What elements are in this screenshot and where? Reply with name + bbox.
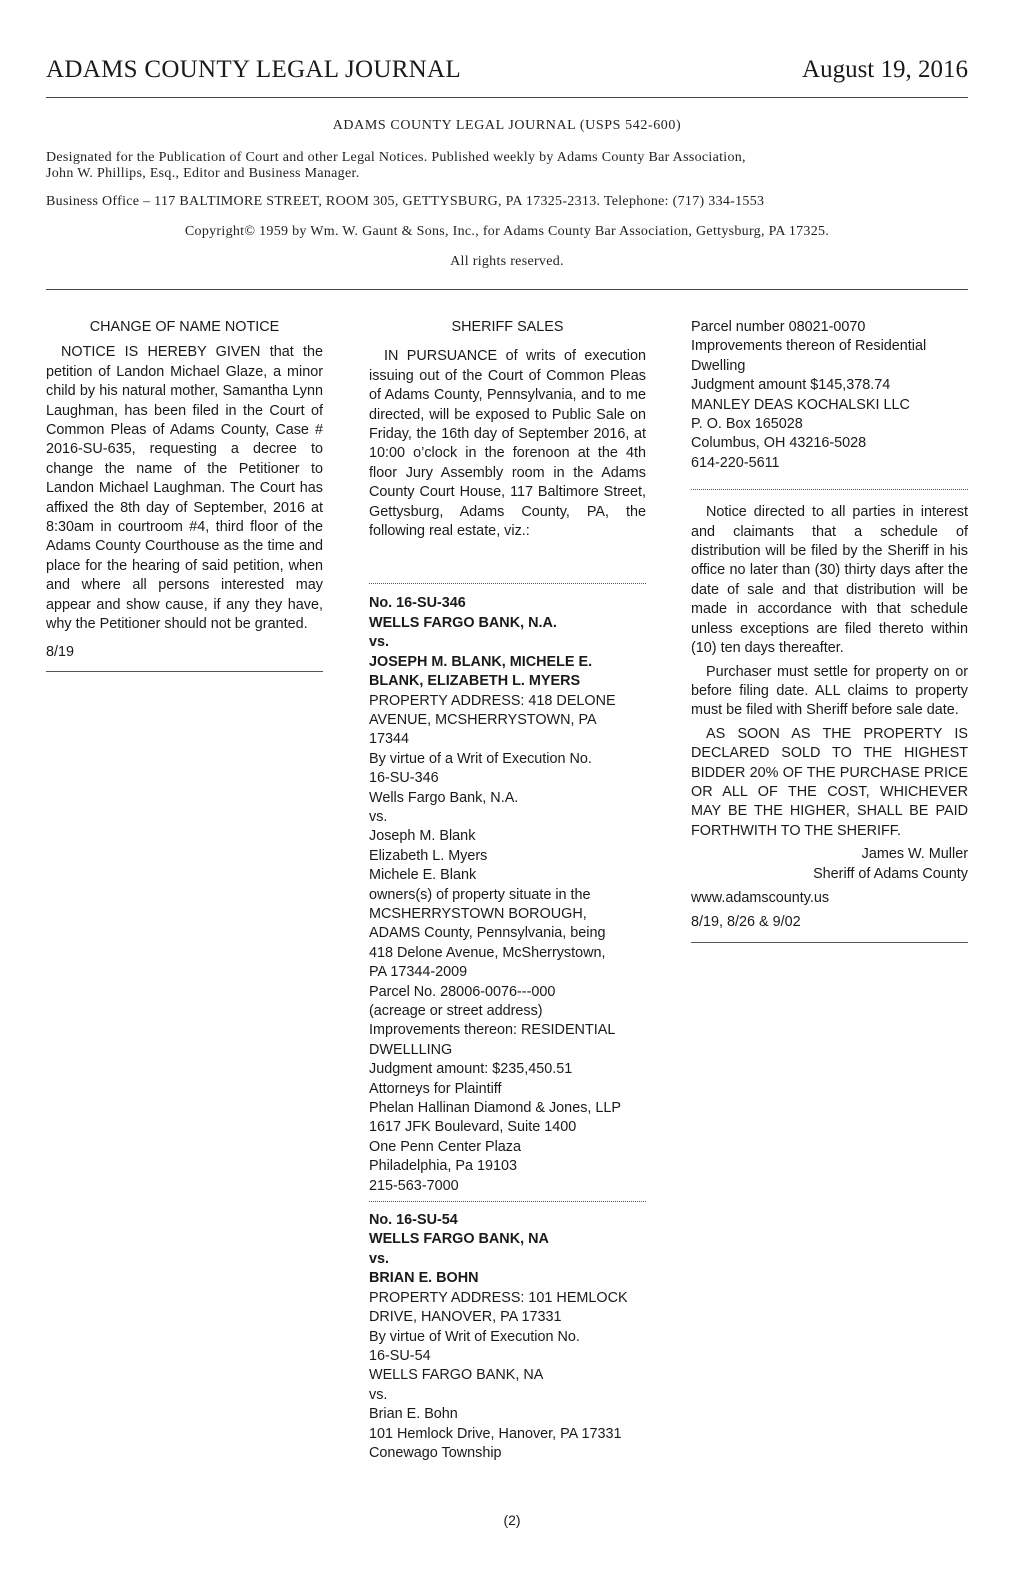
case-line: Judgment amount $145,378.74 xyxy=(691,377,891,394)
name-change-date: 8/19 xyxy=(46,643,75,660)
case-bold-line: vs. xyxy=(369,1250,390,1267)
case-line: Judgment amount: $235,450.51 xyxy=(369,1061,573,1078)
case-bold-line: No. 16-SU-54 xyxy=(369,1212,458,1229)
publication-dates: 8/19, 8/26 & 9/02 xyxy=(691,914,801,931)
case-line: Dwelling xyxy=(691,357,746,374)
column-1 xyxy=(46,318,323,672)
case-line: Parcel number 08021-0070 xyxy=(691,319,866,335)
case-line: AVENUE, MCSHERRYSTOWN, PA xyxy=(369,711,597,728)
case-line: MANLEY DEAS KOCHALSKI LLC xyxy=(691,396,910,413)
masthead-designation-line2: John W. Phillips, Esq., Editor and Business Manager. xyxy=(46,166,360,181)
case-line: 215-563-7000 xyxy=(369,1177,459,1194)
masthead-copyright: Copyright© 1959 by Wm. W. Gaunt & Sons, Inc., for Adams County Bar Association, Gettysburg, PA 17325. xyxy=(184,224,830,239)
case-line: Conewago Township xyxy=(369,1444,502,1461)
case-line: PROPERTY ADDRESS: 418 DELONE xyxy=(369,692,616,709)
sheriff-sales-intro: IN PURSUANCE of writs of execution issuing out of the Court of Common Pleas of Adams County, Pennsylvania, and to me directed, will be exposed to Public Sale on Friday, the 16th day of September 2016, at 10:00 o’clock in the forenoon at the 4th floor Jury Assembly room in the Adams County Court House, 117 Baltimore Street, Gettysburg, Adams County, PA, the following real estate, viz.: xyxy=(369,348,646,540)
masthead-rule xyxy=(46,289,968,290)
case-line: Attorneys for Plaintiff xyxy=(369,1080,502,1097)
page-number: (2) xyxy=(503,1512,521,1528)
case-line: Joseph M. Blank xyxy=(369,828,476,845)
case-line: By virtue of a Writ of Execution No. xyxy=(369,750,592,767)
case-bold-line: No. 16-SU-346 xyxy=(369,595,466,612)
case-line: Brian E. Bohn xyxy=(369,1406,458,1423)
case-line: 16-SU-54 xyxy=(369,1347,431,1364)
case-line: Elizabeth L. Myers xyxy=(369,847,488,864)
case-line: Philadelphia, Pa 19103 xyxy=(369,1158,518,1175)
case-bold-line: BRIAN E. BOHN xyxy=(369,1270,479,1287)
running-head xyxy=(46,56,968,88)
case-line: One Penn Center Plaza xyxy=(369,1138,521,1155)
case-line: PROPERTY ADDRESS: 101 HEMLOCK xyxy=(369,1289,628,1306)
journal-title: ADAMS COUNTY LEGAL JOURNAL xyxy=(46,56,461,83)
case-line: P. O. Box 165028 xyxy=(691,416,803,433)
case-separator xyxy=(369,583,646,584)
case-line: MCSHERRYSTOWN BOROUGH, xyxy=(369,905,587,922)
case-line: DWELLLING xyxy=(369,1041,453,1058)
case-bold-line: vs. xyxy=(369,634,390,651)
masthead-title: ADAMS COUNTY LEGAL JOURNAL (USPS 542-600) xyxy=(332,118,682,133)
case-line: WELLS FARGO BANK, NA xyxy=(369,1367,544,1384)
case-line: 16-SU-346 xyxy=(369,770,439,787)
case-line: By virtue of Writ of Execution No. xyxy=(369,1328,580,1345)
masthead-business-office: Business Office – 117 BALTIMORE STREET, ROOM 305, GETTYSBURG, PA 17325-2313. Telephone: (717) 334-1553 xyxy=(46,194,765,209)
case-line: ADAMS County, Pennsylvania, being xyxy=(369,925,606,942)
case-line: Improvements thereon: RESIDENTIAL xyxy=(369,1022,616,1039)
column-3 xyxy=(691,318,968,943)
case-line: vs. xyxy=(369,1386,388,1403)
distribution-notice: Notice directed to all parties in interest and claimants that a schedule of distribution will be filed by the Sheriff in his office no later than (30) thirty days after the date of sale and that distribution will be made in accordance with that schedule unless exceptions are filed thereto within (10) ten days thereafter. xyxy=(691,504,968,657)
column-1-end-rule xyxy=(46,671,323,672)
case-line: Improvements thereon of Residential xyxy=(691,338,927,355)
case-bold-line: WELLS FARGO BANK, NA xyxy=(369,1231,549,1248)
case-line: (acreage or street address) xyxy=(369,1003,543,1019)
case-line: Parcel No. 28006-0076---000 xyxy=(369,983,556,1000)
masthead-rights: All rights reserved. xyxy=(450,254,564,269)
case-line: Columbus, OH 43216-5028 xyxy=(691,435,867,452)
case-line: 17344 xyxy=(369,731,410,748)
case-16-su-346 xyxy=(369,594,646,1196)
case-line: vs. xyxy=(369,808,388,825)
case-line: owners(s) of property situate in the xyxy=(369,886,591,903)
signature-name: James W. Muller xyxy=(861,846,968,863)
issue-date: August 19, 2016 xyxy=(802,56,968,83)
name-change-body: NOTICE IS HEREBY GIVEN that the petition of Landon Michael Glaze, a minor child by his natural mother, Samantha Lynn Laughman, has been filed in the Court of Common Pleas of Adams County, Case # 2016-SU-635, requesting a decree to change the name of the Petitioner to Landon Michael Laughman. The Court has affixed the 8th day of September, 2016 at 8:30am in courtroom #4, third floor of the Adams County Courthouse as the time and place for the hearing of said petition, when and where all persons interested may appear and show cause, if any they have, why the Petitioner should not be granted. xyxy=(46,344,323,633)
purchaser-notice: Purchaser must settle for property on or before filing date. ALL claims to property must be filed with Sheriff before sale date. xyxy=(691,663,968,719)
case-bold-line: WELLS FARGO BANK, N.A. xyxy=(369,614,557,631)
case-16-su-54 xyxy=(369,1211,646,1463)
case-16-su-54-continued xyxy=(691,318,968,473)
case-line: 1617 JFK Boulevard, Suite 1400 xyxy=(369,1119,577,1136)
case-line: 101 Hemlock Drive, Hanover, PA 17331 xyxy=(369,1425,622,1442)
case-separator xyxy=(369,1201,646,1202)
signature-title: Sheriff of Adams County xyxy=(813,865,968,882)
sheriff-sales-heading: SHERIFF SALES xyxy=(451,319,564,335)
column-2 xyxy=(369,318,646,1463)
case-bold-line: JOSEPH M. BLANK, MICHELE E. xyxy=(369,653,593,670)
notice-separator xyxy=(691,489,968,490)
case-line: 614-220-5611 xyxy=(691,454,780,471)
case-line: Phelan Hallinan Diamond & Jones, LLP xyxy=(369,1100,621,1117)
name-change-heading: CHANGE OF NAME NOTICE xyxy=(89,319,280,335)
case-line: Wells Fargo Bank, N.A. xyxy=(369,789,519,806)
masthead-designation-line1: Designated for the Publication of Court and other Legal Notices. Published weekly by Adams County Bar Association, xyxy=(46,150,746,165)
case-line: 418 Delone Avenue, McSherrystown, xyxy=(369,944,606,961)
column-3-end-rule xyxy=(691,942,968,943)
case-line: PA 17344-2009 xyxy=(369,964,468,981)
case-line: Michele E. Blank xyxy=(369,867,477,884)
county-website: www.adamscounty.us xyxy=(691,889,830,906)
case-bold-line: BLANK, ELIZABETH L. MYERS xyxy=(369,673,581,690)
header-rule xyxy=(46,97,968,98)
payment-notice: AS SOON AS THE PROPERTY IS DECLARED SOLD TO THE HIGHEST BIDDER 20% OF THE PURCHASE PRICE OR ALL OF THE COST, WHICHEVER MAY BE THE HIGHER, SHALL BE PAID FORTHWITH TO THE SHERIFF. xyxy=(691,725,968,839)
case-line: DRIVE, HANOVER, PA 17331 xyxy=(369,1309,562,1326)
